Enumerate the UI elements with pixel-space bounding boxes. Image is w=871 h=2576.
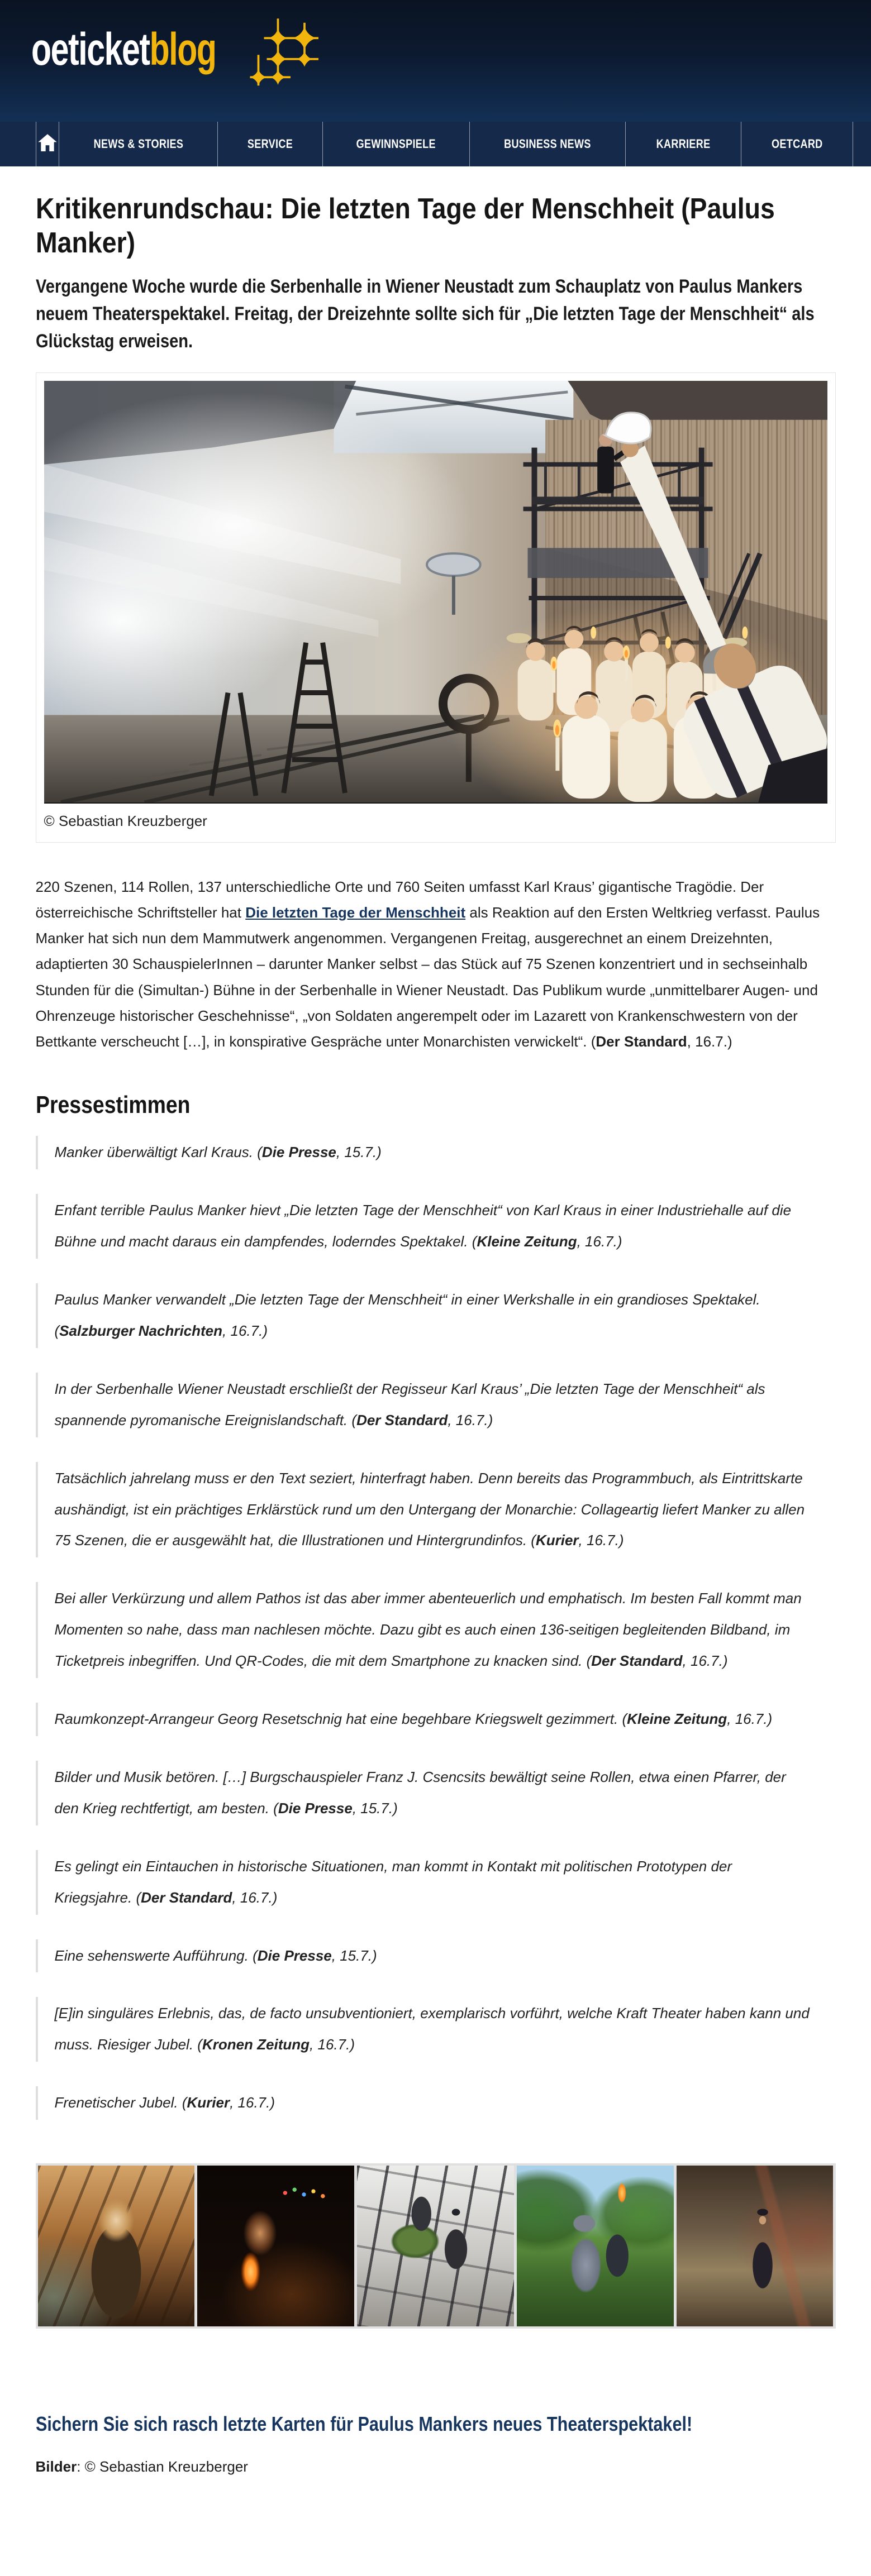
cite-sep: , xyxy=(682,1652,691,1670)
cite-open: ( xyxy=(136,1889,141,1906)
quote-text: Raumkonzept-Arrangeur Georg Resetschnig hat eine begehbare Kriegswelt gezimmert. xyxy=(54,1710,622,1728)
quote-source: Die Presse xyxy=(257,1947,332,1964)
cite-close: ) xyxy=(272,1889,278,1906)
press-heading xyxy=(36,1091,836,1119)
credit-text: © Sebastian Kreuzberger xyxy=(84,2458,248,2475)
quote-date: 16.7. xyxy=(455,1411,488,1428)
cite-close: ) xyxy=(617,1233,622,1250)
quote-source: Kleine Zeitung xyxy=(477,1233,577,1250)
quote-text: Paulus Manker verwandelt „Die letzten Tage der Menschheit“ in einer Werkshalle in ein grandioses Spektakel. xyxy=(54,1291,760,1308)
hero-image xyxy=(44,381,827,804)
cite-open: ( xyxy=(182,2094,187,2111)
cta-tickets-link[interactable] xyxy=(36,2412,808,2435)
quote-source: Kleine Zeitung xyxy=(627,1710,727,1728)
quote-source: Der Standard xyxy=(356,1411,448,1428)
page-title xyxy=(36,192,836,261)
press-quote xyxy=(36,2086,836,2120)
logo-oeticket: oeticket xyxy=(31,24,150,75)
cite-date: 16.7. xyxy=(695,1033,727,1050)
nav-inner xyxy=(36,122,836,166)
quote-source: Kurier xyxy=(187,2094,230,2111)
site-header xyxy=(0,0,871,122)
quote-text: In der Serbenhalle Wiener Neustadt erschließt der Regisseur Karl Kraus’ „Die letzten Tage der Menschheit“ als spannende pyromanische Ereignislandschaft. xyxy=(54,1380,765,1428)
article-content xyxy=(36,192,836,2576)
quote-text: Bilder und Musik betören. […] Burgschauspieler Franz J. Csencsits bewältigt seine Rollen, etwa einen Pfarrer, der den Krieg rechtfertigt, am besten. xyxy=(54,1768,786,1817)
cite-close: ) xyxy=(263,1322,268,1340)
cite-sep: , xyxy=(687,1033,696,1050)
quote-text: Frenetischer Jubel. xyxy=(54,2094,182,2111)
quote-source: Der Standard xyxy=(591,1652,683,1670)
cite-sep: , xyxy=(577,1233,586,1250)
gallery-thumb-4[interactable] xyxy=(517,2166,674,2326)
hero-caption: © Sebastian Kreuzberger xyxy=(44,812,207,829)
article-intro xyxy=(36,273,836,356)
press-quote xyxy=(36,1761,836,1825)
press-heading-text: Pressestimmen xyxy=(35,1091,191,1119)
quote-source: Die Presse xyxy=(278,1799,353,1817)
nav-item-news-stories[interactable] xyxy=(59,122,218,166)
quote-text: Eine sehenswerte Aufführung. xyxy=(54,1947,253,1964)
cite-sep: , xyxy=(331,1947,340,1964)
nav-label: KARRIERE xyxy=(656,137,711,151)
nav-home[interactable] xyxy=(36,122,59,166)
cite-open: ( xyxy=(472,1233,477,1250)
credit-label: Bilder xyxy=(35,2458,77,2475)
cite-open: ( xyxy=(257,1144,262,1161)
cta-link-text: Sichern Sie sich rasch letzte Karten für Paulus Mankers neues Theaterspektakel! xyxy=(35,2412,692,2436)
quote-date: 16.7. xyxy=(735,1710,768,1728)
cite-open: ( xyxy=(586,1652,592,1670)
logo-sparkle-icon xyxy=(249,12,321,99)
cite-open: ( xyxy=(591,1033,596,1050)
nav-item-business-news[interactable] xyxy=(469,122,625,166)
quote-source: Kronen Zeitung xyxy=(202,2036,310,2053)
gallery-thumb-2[interactable] xyxy=(197,2166,354,2326)
nav-item-karriere[interactable] xyxy=(625,122,741,166)
credit-sep: : xyxy=(77,2458,85,2475)
nav-label: BUSINESS NEWS xyxy=(503,137,591,151)
site-logo-text xyxy=(31,8,216,92)
cite-close: ) xyxy=(372,1947,377,1964)
press-quote xyxy=(36,1582,836,1678)
quote-date: 16.7. xyxy=(691,1652,723,1670)
gallery-thumb-5[interactable] xyxy=(677,2166,834,2326)
nav-item-oetcard[interactable] xyxy=(741,122,854,166)
cite-open: ( xyxy=(197,2036,202,2053)
cite-sep: , xyxy=(222,1322,231,1340)
nav-item-service[interactable] xyxy=(217,122,322,166)
article-intro-text: Vergangene Woche wurde die Serbenhalle in Wiener Neustadt zum Schauplatz von Paulus Mankers neuem Theaterspektakel. Freitag, der Dreizehnte sollte sich für „Die letzten Tage der Menschheit“ als Glückstag erweisen. xyxy=(35,275,815,352)
gallery-thumb-3[interactable] xyxy=(357,2166,514,2326)
article-paragraph xyxy=(36,874,836,1055)
inline-link-die-letzten-tage[interactable]: Die letzten Tage der Menschheit xyxy=(245,904,466,921)
cite-sep: , xyxy=(336,1144,345,1161)
press-quote xyxy=(36,1939,836,1973)
quote-date: 16.7. xyxy=(240,1889,273,1906)
cite-close: ) xyxy=(727,1033,732,1050)
quote-source: Der Standard xyxy=(141,1889,232,1906)
quote-date: 15.7. xyxy=(360,1799,393,1817)
cite-close: ) xyxy=(722,1652,728,1670)
cite-close: ) xyxy=(350,2036,355,2053)
nav-label: GEWINNSPIELE xyxy=(356,137,436,151)
cite-open: ( xyxy=(351,1411,357,1428)
cite-open: ( xyxy=(253,1947,258,1964)
quote-text: Manker überwältigt Karl Kraus. xyxy=(54,1144,258,1161)
cite-open: ( xyxy=(273,1799,278,1817)
logo-blog: blog xyxy=(149,24,216,75)
site-logo[interactable] xyxy=(31,8,321,99)
press-quote xyxy=(36,1850,836,1915)
hero-image-card xyxy=(36,372,836,843)
quote-text: Enfant terrible Paulus Manker hievt „Die letzten Tage der Menschheit“ von Karl Kraus in einer Industriehalle auf die Bühne und macht daraus ein dampfendes, loderndes Spektakel. xyxy=(54,1202,792,1250)
cite-open: ( xyxy=(531,1532,536,1549)
press-quote xyxy=(36,1283,836,1348)
cite-close: ) xyxy=(767,1710,773,1728)
paragraph-text: 220 Szenen, 114 Rollen, 137 unterschiedliche Orte und 760 Seiten umfasst Karl Kraus’ gigantische Tragödie. Der österreichische Schriftsteller hat xyxy=(35,878,764,921)
nav-item-gewinnspiele[interactable] xyxy=(322,122,469,166)
nav-label: OETCARD xyxy=(771,137,823,151)
cite-close: ) xyxy=(393,1799,398,1817)
cite-sep: , xyxy=(310,2036,318,2053)
press-quote xyxy=(36,1703,836,1736)
quote-date: 15.7. xyxy=(340,1947,373,1964)
main-navbar xyxy=(0,122,871,166)
quote-text: Bei aller Verkürzung und allem Pathos ist das aber immer abenteuerlich und emphatisch. Im besten Fall kommt man Momenten so nahe, dass man nachlesen möchte. Dazu gibt es auch einen 136-seitigen begleitenden Bildband, im Ticketpreis inbegriffen. Und QR-Codes, die mit dem Smartphone zu knacken sind. xyxy=(54,1590,802,1670)
nav-label: NEWS & STORIES xyxy=(93,137,183,151)
cite-sep: , xyxy=(230,2094,238,2111)
cite-sep: , xyxy=(232,1889,240,1906)
quote-text: Tatsächlich jahrelang muss er den Text seziert, hinterfragt haben. Denn bereits das Programmbuch, als Eintrittskarte aushändigt, ist ein prächtiges Erklärstück rund um den Untergang der Monarchie: Collageartig liefert Manker zu allen 75 Szenen, die er ausgewählt hat, die Illustrationen und Hintergrundinfos. xyxy=(54,1469,805,1549)
cite-sep: , xyxy=(578,1532,587,1549)
quote-source: Salzburger Nachrichten xyxy=(59,1322,223,1340)
press-quote xyxy=(36,1373,836,1437)
quote-text: [E]in singuläres Erlebnis, das, de facto unsubventioniert, exemplarisch vorführt, welche Kraft Theater haben kann und muss. Riesiger Jubel. xyxy=(54,2005,810,2053)
quote-date: 15.7. xyxy=(344,1144,377,1161)
press-quote xyxy=(36,1136,836,1169)
press-quote xyxy=(36,1462,836,1558)
cite-close: ) xyxy=(488,1411,493,1428)
press-quote xyxy=(36,1194,836,1259)
home-icon xyxy=(36,132,59,157)
nav-label: SERVICE xyxy=(248,137,293,151)
image-credit xyxy=(36,2458,836,2576)
cite-close: ) xyxy=(270,2094,275,2111)
cite-sep: , xyxy=(727,1710,735,1728)
cite-close: ) xyxy=(377,1144,382,1161)
paragraph-text: als Reaktion auf den Ersten Weltkrieg verfasst. Paulus Manker hat sich nun dem Mammutwerk angenommen. Vergangenen Freitag, ausgerechnet an einem Dreizehnten, adaptierten 30 SchauspielerInnen – darunter Manker selbst – das Stück auf 75 Szenen konzentriert und in sechseinhalb Stunden für die (Simultan-) Bühne in der Serbenhalle in Wiener Neustadt. Das Publikum wurde „unmittelbarer Augen- und Ohrenzeuge historischer Geschehnisse“, „von Soldaten angerempelt oder im Lazarett von Krankenschwestern von der Bettkante verscheucht […], in konspirative Gespräche unter Monarchisten verwickelt“. xyxy=(35,904,820,1050)
quote-date: 16.7. xyxy=(585,1233,617,1250)
cta-section xyxy=(36,2412,836,2436)
quote-date: 16.7. xyxy=(237,2094,270,2111)
quote-source: Die Presse xyxy=(261,1144,336,1161)
image-gallery xyxy=(36,2163,836,2329)
cite-sep: , xyxy=(352,1799,361,1817)
quote-date: 16.7. xyxy=(317,2036,350,2053)
quote-text: Es gelingt ein Eintauchen in historische Situationen, man kommt in Kontakt mit politischen Prototypen der Kriegsjahre. xyxy=(54,1857,732,1906)
quote-date: 16.7. xyxy=(586,1532,619,1549)
cite-close: ) xyxy=(618,1532,624,1549)
quote-source: Kurier xyxy=(535,1532,579,1549)
gallery-thumb-1[interactable] xyxy=(38,2166,195,2326)
quote-date: 16.7. xyxy=(230,1322,263,1340)
cite-open: ( xyxy=(622,1710,627,1728)
press-quote xyxy=(36,1997,836,2062)
cite-open: ( xyxy=(54,1322,60,1340)
page-title-text: Kritikenrundschau: Die letzten Tage der Menschheit (Paulus Manker) xyxy=(35,193,775,260)
cite-source: Der Standard xyxy=(596,1033,687,1050)
cite-sep: , xyxy=(448,1411,456,1428)
